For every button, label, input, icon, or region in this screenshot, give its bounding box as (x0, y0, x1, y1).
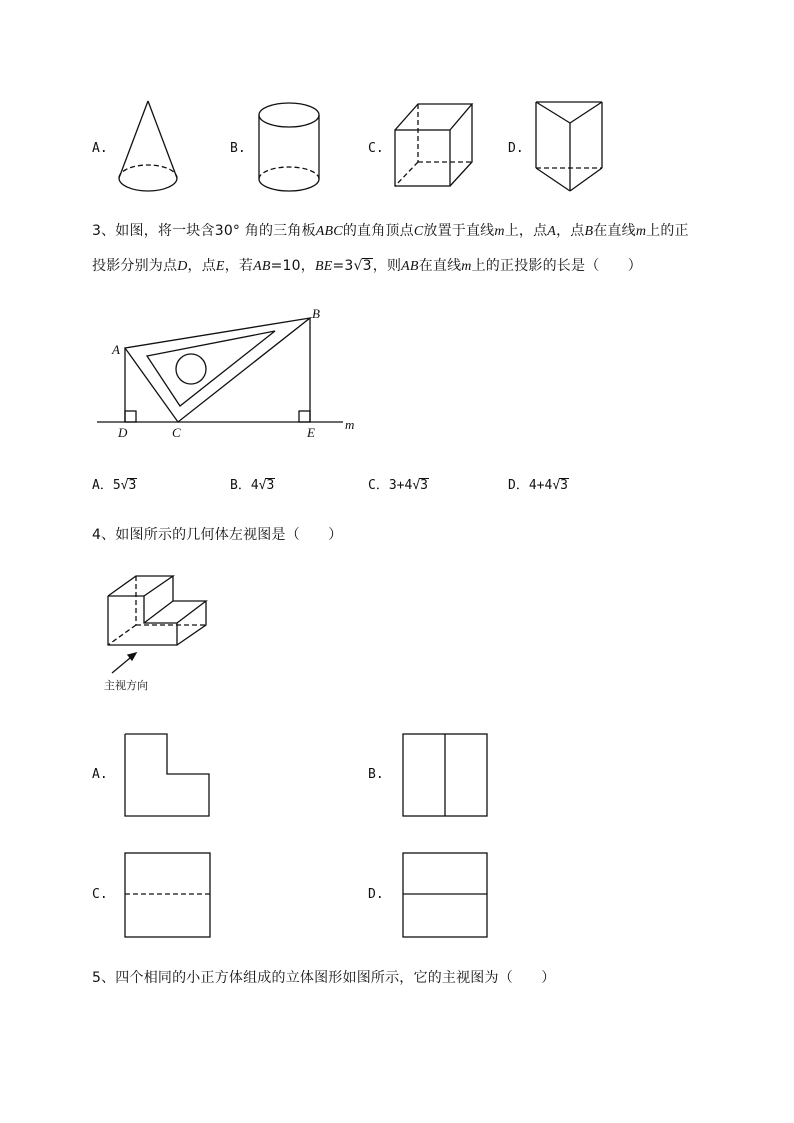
q3-option-b: B．4√3 (230, 478, 275, 493)
step-solid-figure (100, 572, 220, 692)
view-direction-label: 主视方向 (104, 679, 148, 692)
cone-figure (110, 98, 190, 198)
q4-option-c-label: C. (92, 887, 108, 902)
q3-option-d: D．4+4√3 (508, 478, 568, 493)
cube-figure (390, 100, 480, 200)
q3-option-c: C．3+4√3 (368, 478, 428, 493)
q2-option-d-label: D. (508, 141, 524, 156)
q4-option-d-label: D. (368, 887, 384, 902)
q4-option-c-figure (124, 852, 214, 942)
q4-stem: 4、如图所示的几何体左视图是（ ） (92, 527, 343, 543)
triangle-ruler-figure (95, 305, 365, 440)
q4-option-d-figure (402, 852, 492, 942)
q4-option-b-label: B. (368, 767, 384, 782)
q2-option-a-label: A. (92, 141, 108, 156)
fig-label-e: E (307, 425, 315, 440)
cylinder-figure (252, 100, 332, 200)
q4-option-a-label: A. (92, 767, 108, 782)
fig-label-d: D (118, 425, 128, 440)
q2-option-c-label: C. (368, 141, 384, 156)
fig-label-b: B (312, 306, 320, 321)
q3-stem-line-2: 投影分别为点D，点E，若AB=10，BE=3√3，则AB在直线m上的正投影的长是（ ） (92, 258, 643, 274)
q3-stem-line-1: 3、如图，将一块含30° 角的三角板ABC的直角顶点C放置于直线m上，点A，点B在直线m上的正 (92, 223, 689, 239)
fig-label-c: C (172, 425, 181, 440)
q3-option-a: A．5√3 (92, 478, 137, 493)
q4-option-b-figure (402, 733, 492, 823)
q5-stem: 5、四个相同的小正方体组成的立体图形如图所示，它的主视图为（ ） (92, 970, 556, 986)
triangular-prism-figure (530, 98, 610, 198)
q2-option-b-label: B. (230, 141, 246, 156)
fig-label-a: A (112, 342, 120, 357)
fig-label-m: m (345, 417, 355, 432)
q4-option-a-figure (124, 733, 214, 823)
